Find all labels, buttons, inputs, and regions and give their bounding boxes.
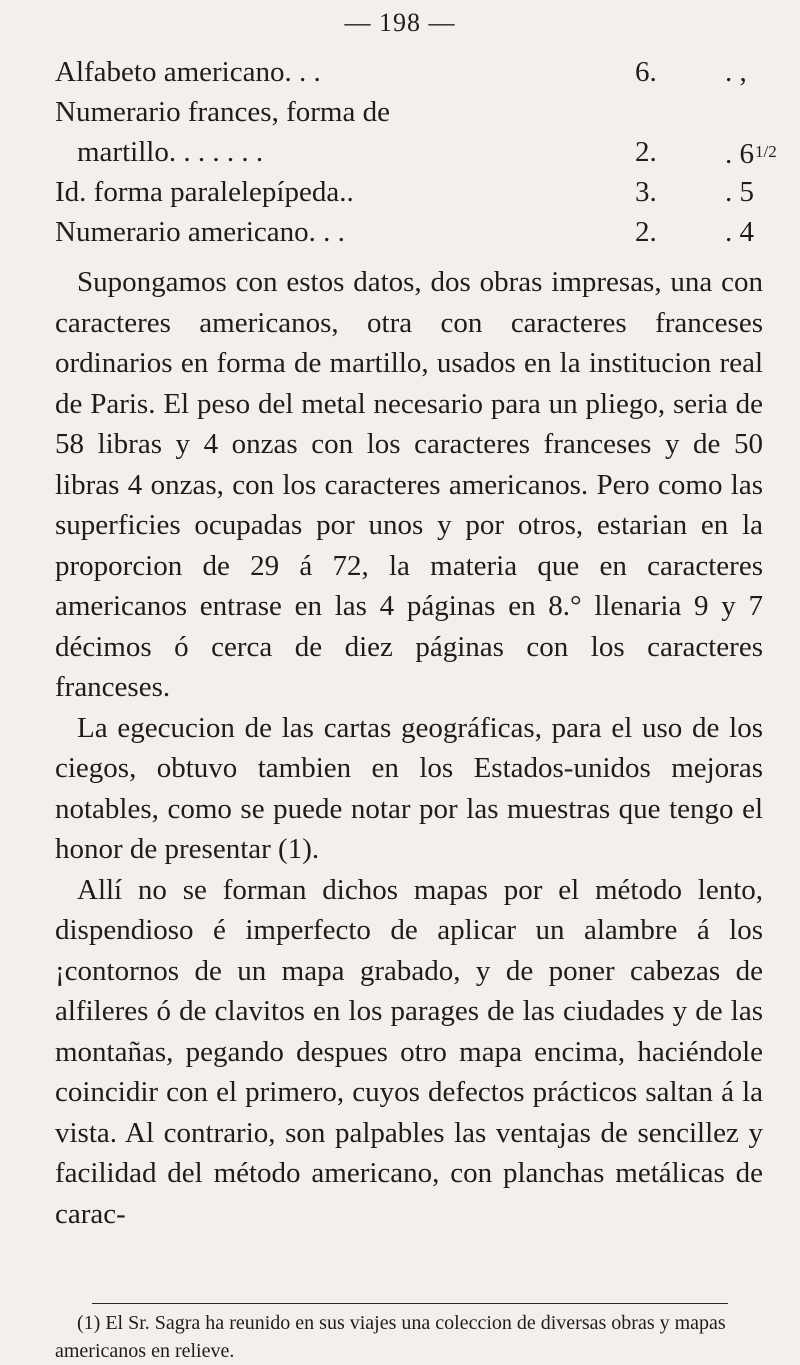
type-weight-table: [55, 52, 777, 252]
row-value-1: 3.: [635, 176, 657, 208]
footnote: (1) El Sr. Sagra ha reunido en sus viajes una coleccion de diversas obras y mapas americanos en relieve.: [55, 1312, 726, 1362]
row-label: Numerario americano. . .: [55, 216, 345, 248]
row-value-1: 2.: [635, 216, 657, 248]
paragraph: Allí no se forman dichos mapas por el método lento, dispendioso é imperfecto de aplicar un alambre á los ¡contornos de un mapa grabado, y de poner cabezas de alfileres ó de clavitos en los parages de las ciudades y de las montañas, pegando despues otro mapa encima, haciéndole coincidir con el primero, cuyos defectos prácticos saltan á la vista. Al contrario, son palpables las ventajas de sencillez y facilidad del método americano, con planchas metálicas de carac-: [55, 873, 763, 1230]
table-row: [55, 132, 777, 172]
table-row: [55, 92, 755, 132]
row-label: Alfabeto americano. . .: [55, 56, 321, 88]
table-row: [55, 212, 755, 252]
row-value-2: . ,: [725, 56, 747, 88]
paragraph: Supongamos con estos datos, dos obras impresas, una con caracteres americanos, otra con caracteres franceses ordinarios en forma de martillo, usados en la institucion real de Paris. El peso del metal necesario para un pliego, seria de 58 libras y 4 onzas con los caracteres franceses y de 50 libras 4 onzas, con los caracteres americanos. Pero como las superficies ocupadas por unos y por otros, estarian en la proporcion de 29 á 72, la materia que en caracteres americanos entrase en las 4 páginas en 8.° llenaria 9 y 7 décimos ó cerca de diez páginas con los caracteres franceses.: [55, 266, 763, 703]
table-row: [55, 52, 755, 92]
footnote-divider: [92, 1303, 728, 1304]
row-value-1: 2.: [635, 136, 657, 168]
row-label: martillo. . . . . . .: [77, 136, 264, 168]
body-text: [55, 262, 763, 1234]
fraction: 1/2: [755, 142, 777, 161]
row-value-2: . 4: [725, 216, 754, 248]
row-label: Numerario frances, forma de: [55, 96, 390, 128]
paragraph: La egecucion de las cartas geográficas, para el uso de los ciegos, obtuvo tambien en los Estados-unidos mejoras notables, como se puede notar por las muestras que tengo el honor de presentar (1).: [55, 711, 763, 865]
page-number: — 198 —: [344, 8, 456, 37]
row-value-2: . $6^{1/2}$: [725, 138, 777, 170]
row-label: Id. forma paralelepípeda..: [55, 176, 354, 208]
row-value-2: . 5: [725, 176, 754, 208]
row-value-1: 6.: [635, 56, 657, 88]
table-row: [55, 172, 755, 212]
